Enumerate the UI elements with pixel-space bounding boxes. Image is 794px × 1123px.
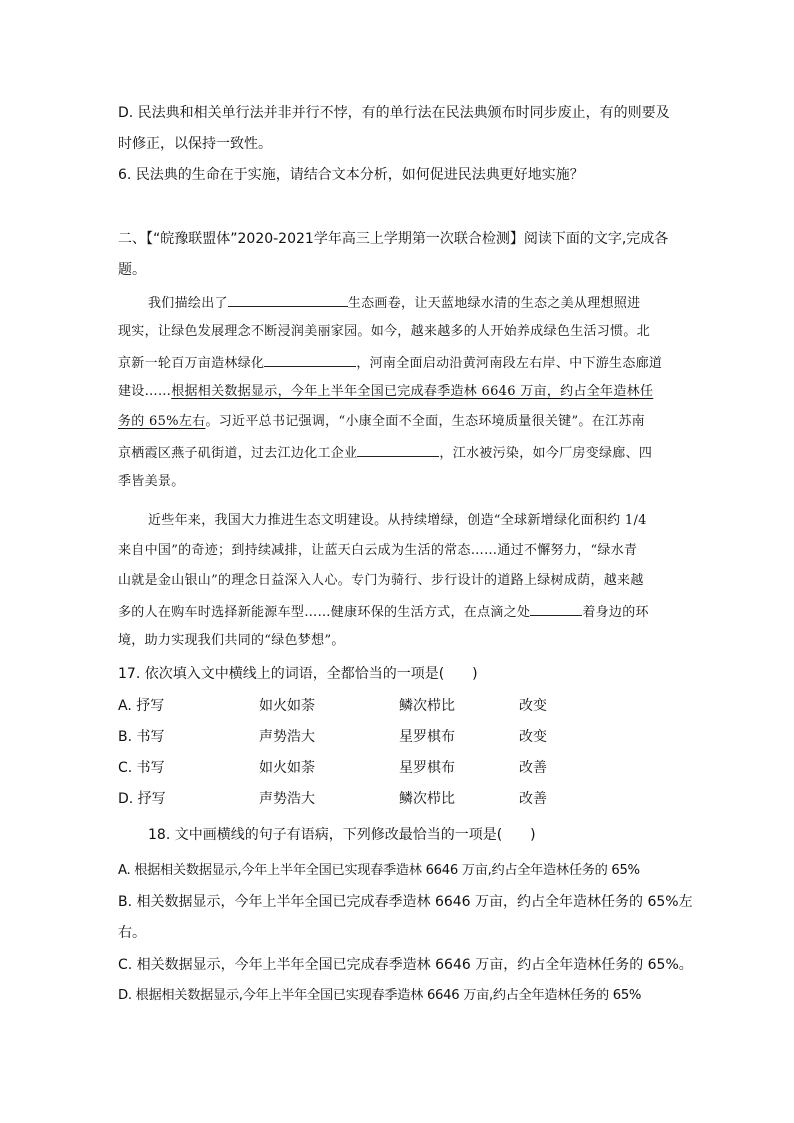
passage-text: 。习近平总书记强调，“小康全面不全面，生态环境质量很关键”。在江苏南 [205, 414, 645, 429]
option-word: 星罗棋布 [399, 760, 455, 776]
option-word: 改善 [519, 760, 547, 776]
q18-option-b[interactable]: B. 相关数据显示，今年上半年全国已完成春季造林 6646 万亩，约占全年造林任务的 65%左 [118, 894, 693, 910]
passage-text: ，江水被污染，如今厂房变绿廊、四 [439, 446, 653, 461]
underlined-sentence: 务的 65%左右 [118, 414, 206, 429]
passage-text: 京新一轮百万亩造林绿化 [118, 356, 265, 371]
q18-option-d[interactable]: D. 根据相关数据显示,今年上半年全国已实现春季造林 6646 万亩,约占全年造林任务的 65% [118, 988, 642, 1003]
passage-p1-line5 [118, 412, 676, 432]
passage-text: 我们描绘出了 [148, 296, 228, 311]
section-2-header-line1: 二、【“皖豫联盟体”2020-2021学年高三上学期第一次联合检测】阅读下面的文字,完成各 [118, 231, 669, 247]
q18-option-a[interactable]: A. 根据相关数据显示,今年上半年全国已实现春季造林 6646 万亩,约占全年造林任务的 65% [118, 863, 640, 878]
question-18-stem: 18. 文中画横线的句子有语病，下列修改最恰当的一项是( ) [148, 827, 536, 843]
option-word: C. 书写 [118, 760, 165, 776]
passage-p2-line3: 山就是金山银山”的理念日益深入人心。专门为骑行、步行设计的道路上绿树成荫，越来越 [118, 573, 644, 588]
option-word: 改变 [519, 729, 547, 745]
q18-option-c[interactable]: C. 相关数据显示，今年上半年全国已完成春季造林 6646 万亩，约占全年造林任务的 65%。 [118, 957, 693, 973]
option-word: D. 抒写 [118, 791, 166, 807]
option-word: 鳞次栉比 [399, 791, 455, 807]
passage-text: ，河南全面启动沿黄河南段左右岸、中下游生态廊道 [356, 356, 663, 371]
passage-text: 多的人在购车时选择新能源车型……健康环保的生活方式，在点滴之处 [118, 605, 531, 620]
underlined-sentence: 根据相关数据显示，今年上半年全国已完成春季造林 6646 万亩，约占全年造林任 [171, 384, 654, 399]
passage-p1-line3 [118, 352, 676, 374]
fill-blank-4 [530, 601, 582, 616]
option-word: 改变 [519, 698, 547, 714]
option-word: 声势浩大 [259, 729, 315, 745]
passage-text: 着身边的环 [582, 605, 649, 620]
passage-p2-line2: 来自中国”的奇迹；到持续减排，让蓝天白云成为生活的常态……通过不懈努力，“绿水青 [118, 543, 638, 558]
option-word: 星罗棋布 [399, 729, 455, 745]
option-word: A. 抒写 [118, 698, 165, 714]
passage-p1-line1 [148, 292, 676, 314]
passage-p2-line5: 境，助力实现我们共同的“绿色梦想”。 [118, 633, 345, 648]
q5-option-d-line2: 时修正，以保持一致性。 [118, 136, 272, 152]
passage-p2-line4 [118, 601, 676, 623]
passage-text: 建设…… [118, 384, 172, 399]
option-word: 鳞次栉比 [399, 698, 455, 714]
option-word: 如火如荼 [259, 760, 315, 776]
passage-p1-line6 [118, 442, 676, 464]
passage-text: 生态画卷，让天蓝地绿水清的生态之美从理想照进 [347, 296, 641, 311]
passage-text: 京栖霞区燕子矶街道，过去江边化工企业 [118, 446, 358, 461]
option-word: 声势浩大 [259, 791, 315, 807]
passage-p1-line4 [118, 382, 676, 402]
q18-option-b-cont: 右。 [118, 925, 146, 941]
passage-p2-line1: 近些年来，我国大力推进生态文明建设。从持续增绿，创造“全球新增绿化面积约 1/4 [148, 513, 647, 528]
section-2-header-line2: 题。 [118, 262, 146, 278]
question-6: 6. 民法典的生命在于实施，请结合文本分析，如何促进民法典更好地实施？ [118, 167, 584, 183]
fill-blank-3 [357, 442, 439, 457]
option-word: B. 书写 [118, 729, 165, 745]
question-17-stem: 17. 依次填入文中横线上的词语，全都恰当的一项是( ) [118, 666, 478, 682]
option-word: 如火如荼 [259, 698, 315, 714]
fill-blank-1 [228, 292, 348, 307]
passage-p1-line2: 现实，让绿色发展理念不断浸润美丽家园。如今，越来越多的人开始养成绿色生活习惯。北 [118, 324, 651, 339]
fill-blank-2 [264, 352, 356, 367]
q5-option-d-line1: D. 民法典和相关单行法并非并行不悖，有的单行法在民法典颁布时同步废止，有的则要及 [118, 105, 670, 121]
option-word: 改善 [519, 791, 547, 807]
passage-p1-line7: 季皆美景。 [118, 474, 185, 489]
